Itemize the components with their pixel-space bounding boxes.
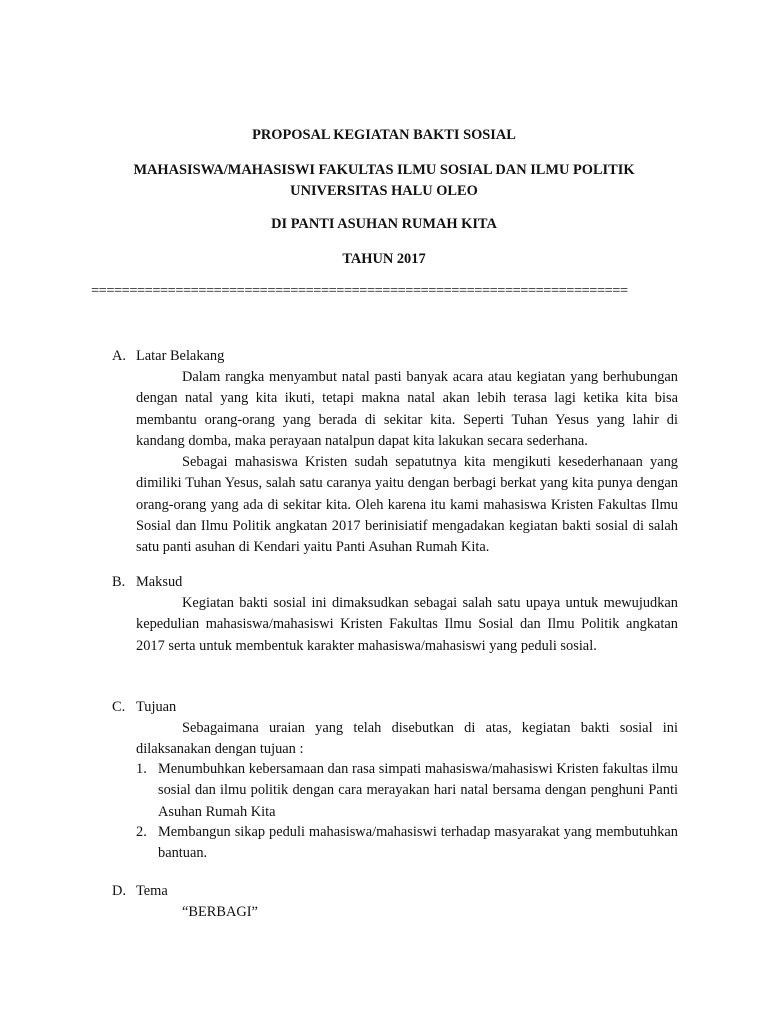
list-item-number: 1.: [136, 761, 147, 777]
document-year: TAHUN 2017: [342, 251, 426, 267]
section-a-letter: A.: [112, 348, 126, 364]
section-a-heading: [112, 346, 224, 367]
list-item-number: 2.: [136, 824, 147, 840]
separator-line: ======================================================================: [91, 283, 628, 299]
section-d-letter: D.: [112, 883, 126, 899]
section-a-paragraph-1: Dalam rangka menyambut natal pasti banyak acara atau kegiatan yang berhubungan dengan natal yang kita ikuti, tetapi makna natal akan lebih terasa lagi ketika kita bisa membantu orang-orang yang berada di sekitar kita. Seperti Tuhan Yesus yang lahir di kandang domba, maka perayaan natalpun dapat kita lakukan secara sederhana.: [136, 369, 678, 449]
document-subtitle-line1: MAHASISWA/MAHASISWI FAKULTAS ILMU SOSIAL DAN ILMU POLITIK: [133, 162, 635, 178]
section-d-title: Tema: [136, 883, 168, 899]
list-item-text: Membangun sikap peduli mahasiswa/mahasiswi terhadap masyarakat yang membutuhkan bantuan.: [158, 824, 678, 862]
section-c-heading: [112, 697, 176, 718]
document-title: PROPOSAL KEGIATAN BAKTI SOSIAL: [252, 127, 516, 143]
section-c-letter: C.: [112, 699, 126, 715]
document-subtitle-line2: UNIVERSITAS HALU OLEO: [290, 183, 478, 199]
section-a-paragraph-2: Sebagai mahasiswa Kristen sudah sepatutnya kita mengikuti kesederhanaan yang dimiliki Tuhan Yesus, salah satu caranya yaitu dengan berbagi berkat yang kita punya dengan orang-orang yang ada di sekitar kita. Oleh karena itu kami mahasiswa Kristen Fakultas Ilmu Sosial dan Ilmu Politik angkatan 2017 berinisiatif mengadakan kegiatan bakti sosial di salah satu panti asuhan di Kendari yaitu Panti Asuhan Rumah Kita.: [136, 454, 678, 556]
section-b-title: Maksud: [136, 574, 183, 590]
list-item-text: Menumbuhkan kebersamaan dan rasa simpati mahasiswa/mahasiswi Kristen fakultas ilmu sosial dan ilmu politik dengan cara merayakan hari natal bersama dengan penghuni Panti Asuhan Rumah Kita: [158, 761, 678, 820]
section-c-title: Tujuan: [136, 699, 177, 715]
section-b-paragraph-1: Kegiatan bakti sosial ini dimaksudkan sebagai salah satu upaya untuk mewujudkan kepedulian mahasiswa/mahasiswi Kristen Fakultas Ilmu Sosial dan Ilmu Politik angkatan 2017 serta untuk membentuk karakter mahasiswa/mahasiswi yang peduli sosial.: [136, 595, 678, 654]
section-b-heading: [112, 572, 182, 593]
list-item: [136, 822, 678, 865]
document-location: DI PANTI ASUHAN RUMAH KITA: [271, 216, 497, 232]
section-c-intro: Sebagaimana uraian yang telah disebutkan di atas, kegiatan bakti sosial ini dilaksanakan dengan tujuan :: [136, 720, 678, 758]
section-b-letter: B.: [112, 574, 126, 590]
section-a-title: Latar Belakang: [136, 348, 225, 364]
list-item: [136, 759, 678, 823]
section-d-theme: “BERBAGI”: [182, 904, 258, 920]
section-d-heading: [112, 881, 168, 902]
